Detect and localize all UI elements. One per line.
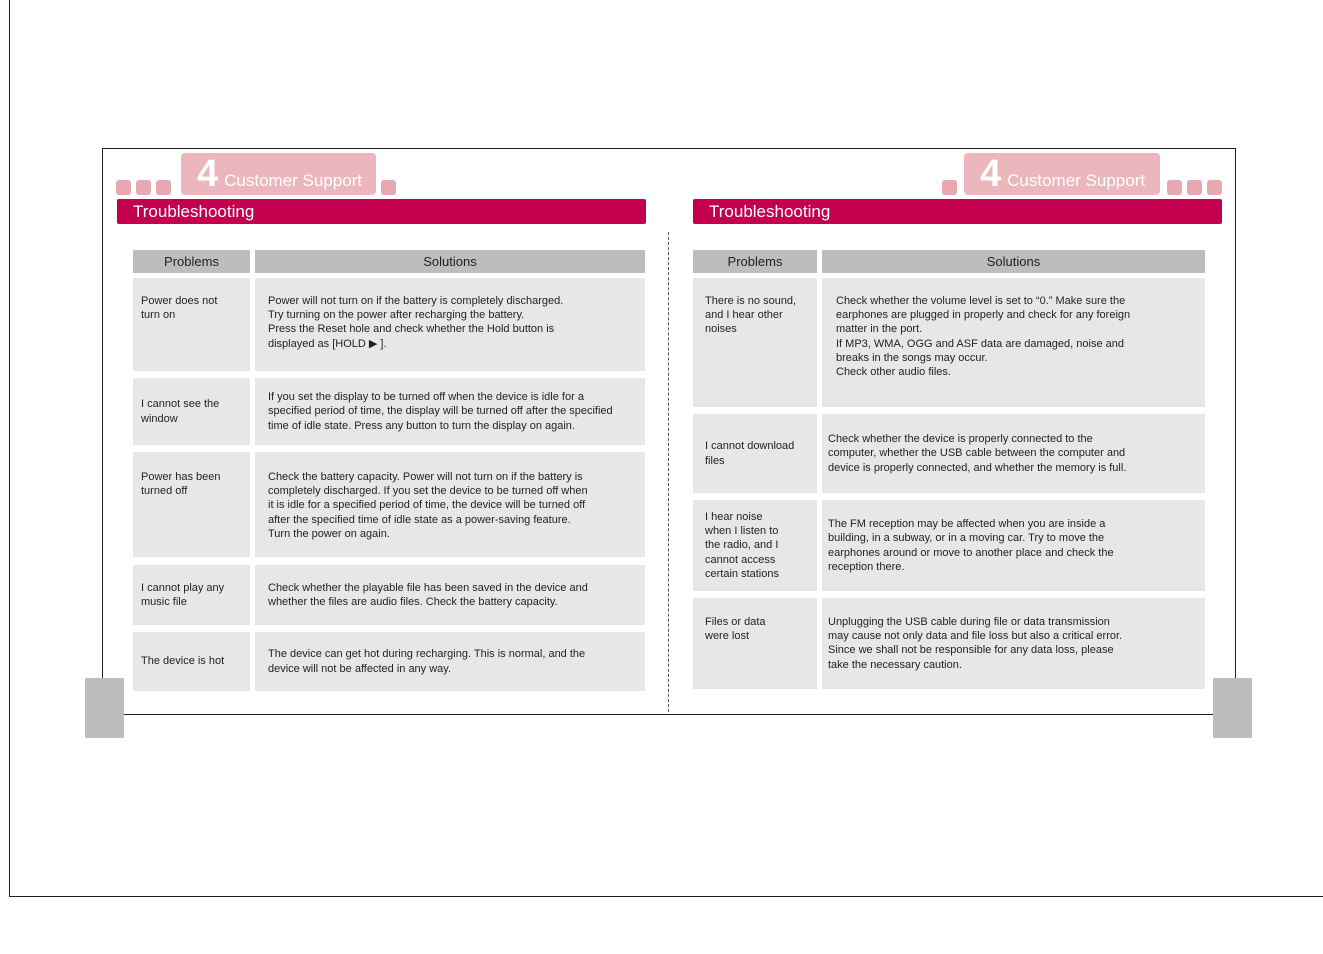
problem-text: I cannot download files	[705, 440, 795, 467]
problem-cell	[133, 452, 250, 557]
problems-header: Problems	[133, 250, 250, 273]
problem-cell	[693, 414, 817, 493]
solution-text: Check whether the device is properly connected to the computer, whether the USB cable between the computer and device is properly connected, and whether the memory is full.	[828, 433, 1127, 474]
solutions-header: Solutions	[822, 250, 1205, 273]
decor-square	[156, 180, 171, 195]
solution-cell	[822, 414, 1205, 493]
problem-text: I cannot see the window	[141, 398, 220, 425]
solution-cell	[255, 452, 645, 557]
decor-square	[1167, 180, 1182, 195]
problem-text: I cannot play any music file	[141, 581, 225, 608]
fold-line	[668, 232, 669, 712]
solution-cell	[822, 500, 1205, 591]
chapter-tab-right	[964, 153, 1160, 195]
solution-cell	[822, 278, 1205, 407]
chapter-title: Customer Support	[1007, 171, 1146, 190]
problems-header: Problems	[693, 250, 817, 273]
problem-cell	[693, 500, 817, 591]
problem-text: Power has been turned off	[141, 471, 221, 498]
solution-text: Check whether the volume level is set to “0.” Make sure the earphones are plugged in properly and check for any foreign matter in the port. If MP3, WMA, OGG and ASF data are damaged, noise and breaks in the songs may occur. Check other audio files.	[836, 295, 1131, 379]
solution-text: If you set the display to be turned off when the device is idle for a specified period of time, the display will be turned off after the specified time of idle state. Press any button to turn the display on again.	[268, 391, 613, 432]
chapter-number: 4	[980, 153, 1002, 195]
solution-text: The device can get hot during recharging. This is normal, and the device will not be affected in any way.	[268, 648, 586, 675]
problem-cell	[133, 278, 250, 371]
decor-square	[942, 180, 957, 195]
solution-cell	[255, 378, 645, 445]
problem-cell	[693, 278, 817, 407]
decor-square	[116, 180, 131, 195]
solution-text: The FM reception may be affected when you are inside a building, in a subway, or in a moving car. Try to move the earphones around or move to another place and check the reception there.	[828, 518, 1114, 573]
problem-text: I hear noise when I listen to the radio, and I cannot access certain stations	[705, 510, 779, 580]
problem-text: Power does not turn on	[141, 295, 218, 322]
left-edge-tab	[85, 678, 124, 738]
decor-square	[381, 180, 396, 195]
section-title-right: Troubleshooting	[693, 199, 1222, 224]
decor-square	[1207, 180, 1222, 195]
solution-cell	[255, 565, 645, 625]
solution-text: Check the battery capacity. Power will not turn on if the battery is completely discharged. If you set the device to be turned off when it is idle for a specified period of time, the device will be turned off after the specified time of idle state as a power-saving feature. Turn the power on again.	[268, 471, 588, 540]
solutions-header: Solutions	[255, 250, 645, 273]
chapter-number: 4	[197, 153, 219, 195]
decor-square	[1187, 180, 1202, 195]
problem-cell	[133, 378, 250, 445]
problem-cell	[133, 632, 250, 691]
problem-cell	[133, 565, 250, 625]
problem-text: There is no sound, and I hear other noises	[705, 295, 797, 336]
solution-cell	[822, 598, 1205, 689]
right-edge-tab	[1213, 678, 1252, 738]
problem-text: Files or data were lost	[705, 616, 766, 643]
problem-text: The device is hot	[141, 655, 225, 668]
solution-cell	[255, 632, 645, 691]
chapter-title: Customer Support	[224, 171, 363, 190]
chapter-tab-left	[181, 153, 376, 195]
section-title-left: Troubleshooting	[117, 199, 646, 224]
problem-cell	[693, 598, 817, 689]
solution-text: Check whether the playable file has been saved in the device and whether the files are audio files. Check the battery capacity.	[268, 581, 588, 608]
solution-cell	[255, 278, 645, 371]
solution-text: Power will not turn on if the battery is completely discharged. Try turning on the power after recharging the battery. Press the Reset hole and check whether the Hold button is displayed as [HOLD ▶ ].	[268, 295, 564, 350]
decor-square	[136, 180, 151, 195]
solution-text: Unplugging the USB cable during file or data transmission may cause not only data and file loss but also a critical error. Since we shall not be responsible for any data loss, please take the necessary caution.	[828, 616, 1123, 671]
